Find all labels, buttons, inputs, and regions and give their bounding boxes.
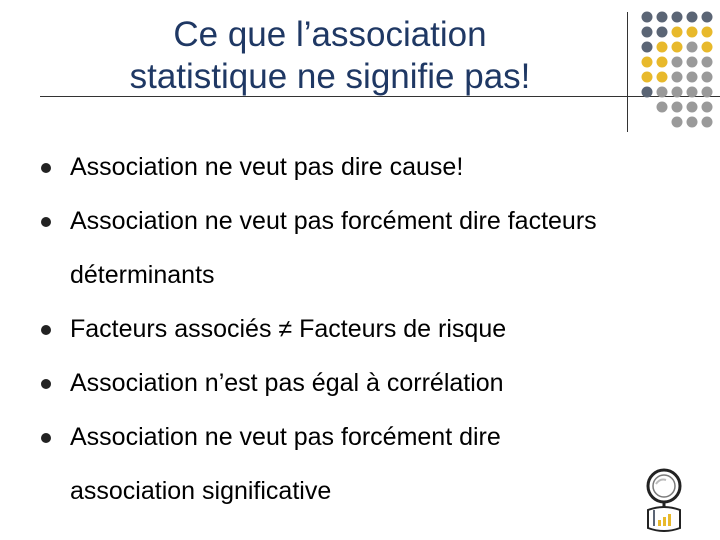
grid-dot [702, 87, 713, 98]
grid-dot [687, 87, 698, 98]
grid-dot [657, 87, 668, 98]
grid-dot [657, 57, 668, 68]
grid-dot [687, 117, 698, 128]
grid-dot [672, 87, 683, 98]
bullet-list [40, 140, 610, 518]
grid-dot [702, 72, 713, 83]
grid-dot [642, 42, 653, 53]
grid-dot [672, 42, 683, 53]
bullet-dot-icon [41, 217, 51, 227]
title-line-2: statistique ne signifie pas! [129, 57, 531, 96]
grid-dot [687, 102, 698, 113]
grid-dot [687, 57, 698, 68]
grid-dot [702, 27, 713, 38]
grid-dot [672, 102, 683, 113]
bullet-text: Association ne veut pas forcément dire association significative [70, 423, 501, 505]
bullet-item [40, 356, 610, 410]
bullet-dot-icon [41, 433, 51, 443]
bullet-dot-icon [41, 379, 51, 389]
title-line-1: Ce que l’association [173, 15, 487, 54]
bullet-text: Facteurs associés ≠ Facteurs de risque [70, 315, 507, 343]
grid-dot [687, 12, 698, 23]
grid-dot [702, 102, 713, 113]
magnifier-chart-icon [638, 466, 690, 532]
grid-dot [687, 42, 698, 53]
grid-dot [657, 102, 668, 113]
slide-title [60, 14, 600, 98]
grid-dot [657, 12, 668, 23]
grid-dot [702, 12, 713, 23]
bullet-text: Association n’est pas égal à corrélation [70, 369, 504, 397]
bullet-text: Association ne veut pas forcément dire facteurs déterminants [70, 207, 597, 289]
grid-dot [657, 27, 668, 38]
grid-dot [702, 117, 713, 128]
bullet-item [40, 410, 610, 518]
bullet-dot-icon [41, 325, 51, 335]
grid-dot [657, 72, 668, 83]
grid-dot [642, 27, 653, 38]
bullet-text: Association ne veut pas dire cause! [70, 153, 464, 181]
bullet-dot-icon [41, 163, 51, 173]
grid-dot [687, 72, 698, 83]
grid-dot [642, 72, 653, 83]
bullet-item [40, 302, 610, 356]
dot-grid-icon [640, 10, 720, 130]
grid-dot [672, 117, 683, 128]
grid-dot [657, 42, 668, 53]
grid-dot [702, 42, 713, 53]
grid-dot [687, 27, 698, 38]
grid-dot [672, 72, 683, 83]
grid-dot [642, 12, 653, 23]
bullet-item [40, 194, 610, 302]
grid-dot [672, 27, 683, 38]
grid-dot [702, 57, 713, 68]
grid-dot [672, 57, 683, 68]
grid-dot [642, 57, 653, 68]
bullet-item [40, 140, 610, 194]
grid-dot [672, 12, 683, 23]
title-divider-vertical [627, 12, 628, 132]
grid-dot [642, 87, 653, 98]
title-divider-horizontal [40, 96, 720, 97]
